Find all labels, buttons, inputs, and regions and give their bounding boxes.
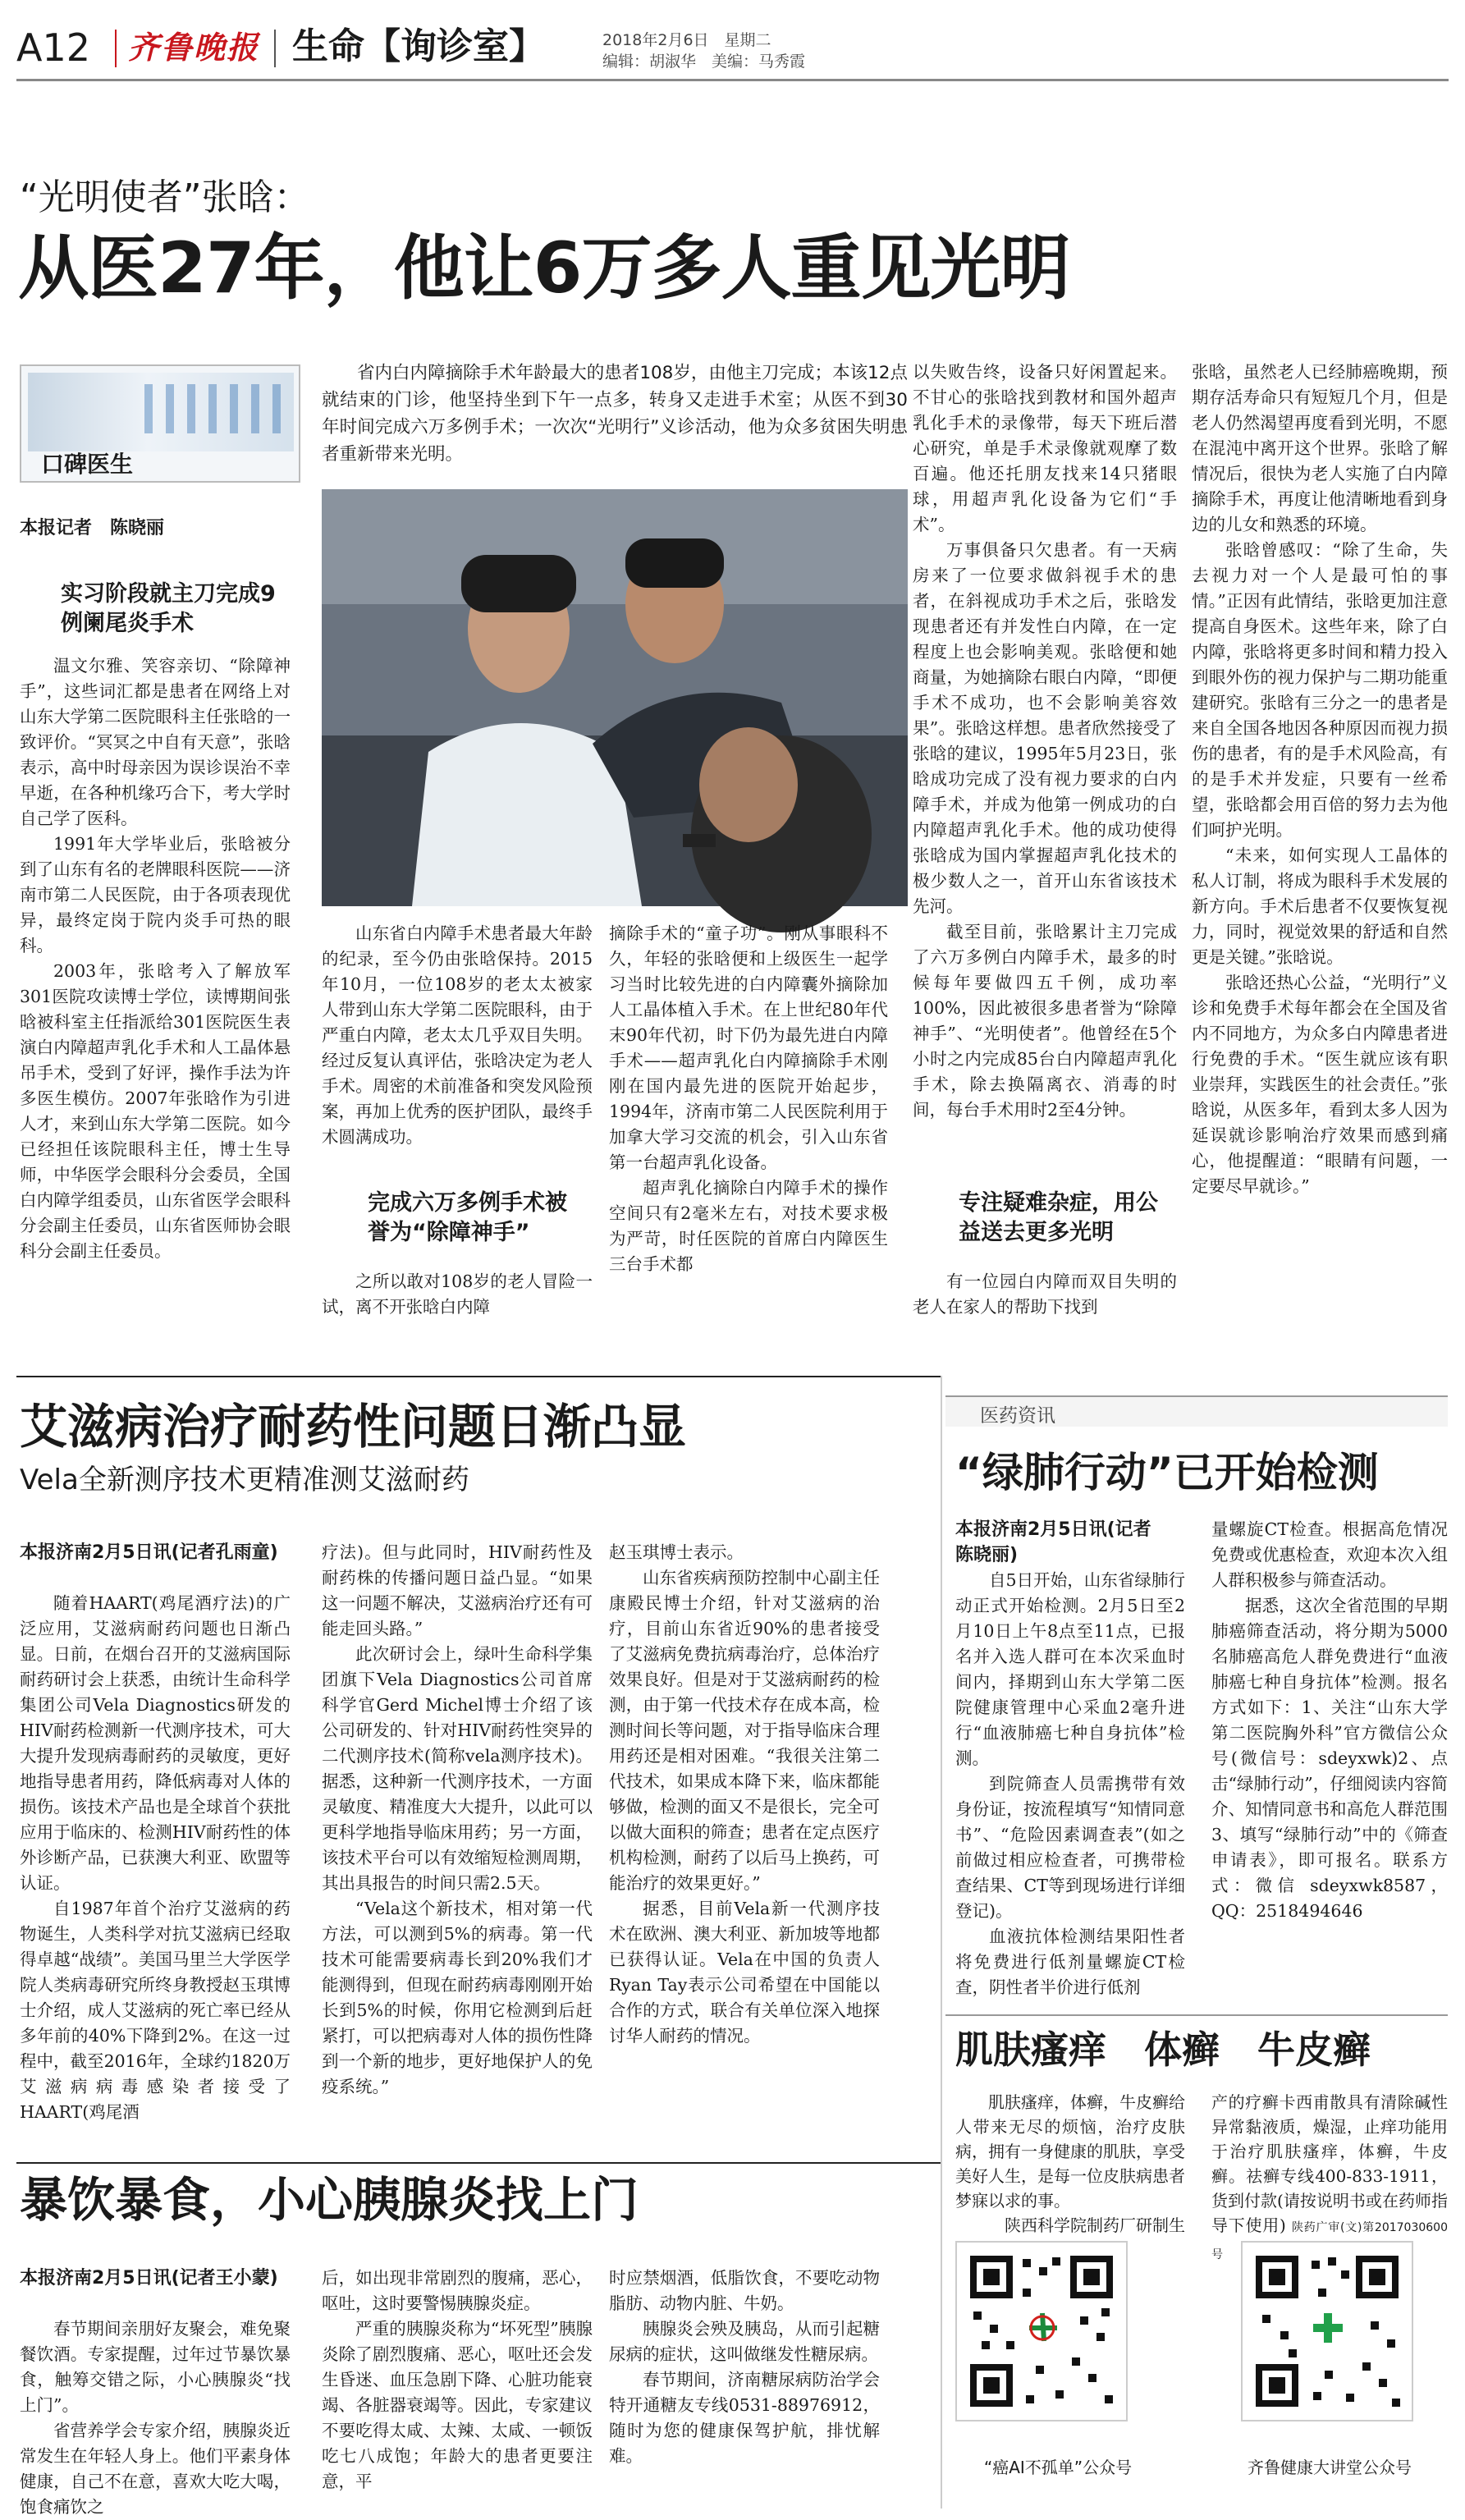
paragraph: 量螺旋CT检查。根据高危情况免费或优惠检查，欢迎本次入组人群积极参与筛查活动。 <box>1211 1519 1448 1590</box>
article1-photo <box>322 489 908 906</box>
article1-subhead-3: 专注疑难杂症，用公益送去更多光明 <box>959 1190 1158 1245</box>
paragraph: 时应禁烟酒，低脂饮食，不要吃动物脂肪、动物内脏、牛奶。 <box>609 2268 880 2313</box>
paragraph: 有一位园白内障而双目失明的老人在家人的帮助下找到 <box>913 1271 1177 1317</box>
article2-subtitle: Vela全新测序技术更精准测艾滋耐药 <box>20 1464 469 1496</box>
qr-icon <box>957 2243 1126 2420</box>
article2-col3 <box>609 1540 880 2165</box>
ad-headline: 肌肤瘙痒 体癣 牛皮癣 <box>955 2027 1371 2072</box>
article1-bottom-rule <box>16 1376 941 1377</box>
paragraph: 1991年大学毕业后，张晗被分到了山东有名的老牌眼科医院——济南市第二人民医院，由于各项表现优异，最终定岗于院内炎手可热的眼科。 <box>20 834 291 955</box>
qr-caption-1: “癌AI不孤单”公众号 <box>983 2458 1133 2477</box>
section-main: 生命 <box>292 25 364 67</box>
date-line: 2018年2月6日 星期二 <box>602 31 771 49</box>
qr-code-2[interactable] <box>1241 2241 1413 2421</box>
article3-col2 <box>322 2266 593 2505</box>
ad-top-rule <box>945 2014 1448 2016</box>
article1-subhead-2: 完成六万多例手术被誉为“除障神手” <box>368 1190 567 1245</box>
sidebar-divider <box>941 1376 942 2509</box>
section-sub: 【询诊室】 <box>364 25 545 67</box>
paragraph: 截至目前，张晗累计主刀完成了六万多例白内障手术，最多的时候每年要做四五千例，成功率100%，因此被很多患者誉为“除障神手”、“光明使者”。他曾经在5个小时之内完成85台白内障超声乳化手术，除去换隔离衣、消毒的时间，每台手术用时2至4分钟。 <box>913 922 1177 1120</box>
paragraph: 山东省疾病预防控制中心副主任康殿民博士介绍，针对艾滋病的治疗，目前山东省近90%的患者接受了艾滋病免费抗病毒治疗，总体治疗效果良好。但是对于艾滋病耐药的检测，由于第一代技术存在成本高，检测时间长等问题，对于指导临床合理用药还是相对困难。“我很关注第二代技术，如果成本降下来，临床都能够做，检测的面又不是很长，完全可以做大面积的筛查；患者在定点医疗机构检测，耐药了以后马上换药，可能治疗的效果更好。” <box>609 1568 880 1893</box>
section-label: 医药资讯 <box>980 1405 1055 1427</box>
section-title <box>292 23 545 71</box>
paragraph: 温文尔雅、笑容亲切、“除障神手”，这些词汇都是患者在网络上对山东大学第二医院眼科主任张晗的一致评价。“冥冥之中自有天意”，张晗表示，高中时母亲因为误诊误治不幸早逝，在各种机缘巧合下，考大学时自己学了医科。 <box>20 656 291 828</box>
paragraph: 张晗，虽然老人已经肺癌晚期，预期存活寿命只有短短几个月，但是老人仍然渴望再度看到光明，不愿在混沌中离开这个世界。张晗了解情况后，很快为老人实施了白内障摘除手术，再度让他清晰地看到身边的儿女和熟悉的环境。 <box>1192 362 1448 534</box>
article3-col3 <box>609 2266 880 2505</box>
paragraph: “未来，如何实现人工晶体的私人订制，将成为眼科手术发展的新方向。手术后患者不仅要恢复视力，同时，视觉效果的舒适和自然更是关键。”张晗说。 <box>1192 845 1448 967</box>
section-label-box <box>945 1395 1448 1427</box>
paragraph: 疗法)。但与此同时，HIV耐药性及耐药株的传播问题日益凸显。“如果这一问题不解决，艾滋病治疗还有可能走回头路。” <box>322 1542 593 1638</box>
paragraph: “Vela这个新技术，相对第一代方法，可以测到5%的病毒。第一代技术可能需要病毒长到20%我们才能测得到，但现在耐药病毒刚刚开始长到5%的时候，你用它检测到后赶紧打，可以把病毒对人体的损伤性降到一个新的地步，更好地保护人的免疫系统。” <box>322 1899 593 2096</box>
article4-headline: “绿肺行动”已开始检测 <box>955 1449 1379 1496</box>
paragraph: 春节期间，济南糖尿病防治学会特开通糖友专线0531-88976912，随时为您的健康保驾护航，排忧解难。 <box>609 2370 880 2466</box>
paragraph: 随着HAART(鸡尾酒疗法)的广泛应用，艾滋病耐药问题也日渐凸显。日前，在烟台召开的艾滋病国际耐药研讨会上获悉，由统计生命科学集团公司Vela Diagnostics研发的HIV耐药检测新一代测序技术，可大大提升发现病毒耐药的灵敏度，更好地指导患者用药，降低病毒对人体的损伤。该技术产品也是全球首个获批应用于临床的、检测HIV耐药性的体外诊断产品，已获澳大利亚、欧盟等认证。 <box>20 1593 291 1893</box>
article2-bottom-rule <box>16 2162 941 2164</box>
article2-headline: 艾滋病治疗耐药性问题日渐凸显 <box>20 1399 687 1455</box>
article3-headline: 暴饮暴食，小心胰腺炎找上门 <box>20 2172 639 2228</box>
doctor-exam-photo <box>322 489 908 906</box>
header-divider-2 <box>274 30 276 67</box>
paragraph: 摘除手术的“童子功”。刚从事眼科不久，年轻的张晗便和上级医生一起学习当时比较先进的白内障囊外摘除加人工晶体植入手术。在上世纪80年代末90年代初，时下仍为最先进白内障手术——超声乳化白内障摘除手术刚刚在国内最先进的医院开始起步，1994年，济南市第二人民医院利用于加拿大学习交流的机会，引入山东省第一台超声乳化设备。 <box>609 923 888 1172</box>
article1-col2b <box>322 1269 593 1359</box>
header-divider <box>115 30 117 67</box>
qr-code-1[interactable] <box>955 2241 1128 2421</box>
paragraph: 省营养学会专家介绍，胰腺炎近常发生在年轻人身上。他们平素身体健康，自己不在意，喜欢大吃大喝，饱食痛饮之 <box>20 2421 291 2517</box>
paragraph: 自5日开始，山东省绿肺行动正式开始检测。2月5日至2月10日上午8点至11点，已报名并入选人群可在本次采血时间内，择期到山东大学第二医院健康管理中心采血2毫升进行“血液肺癌七种自身抗体”检测。 <box>955 1570 1185 1768</box>
column-label: 口碑医生 <box>41 451 134 478</box>
paragraph: 山东省白内障手术患者最大年龄的纪录，至今仍由张晗保持。2015年10月，一位108岁的老太太被家人带到山东大学第二医院眼科，由于严重白内障，老太太几乎双目失明。经过反复认真评估，张晗决定为老人手术。周密的术前准备和突发风险预案，再加上优秀的医护团队，最终手术圆满成功。 <box>322 923 593 1147</box>
qr-icon <box>1243 2243 1412 2420</box>
paragraph: 以失败告终，设备只好闲置起来。不甘心的张晗找到教材和国外超声乳化手术的录像带，每天下班后潜心研究，单是手术录像就观摩了数百遍。他还托朋友找来14只猪眼球，用超声乳化设备为它们“手术”。 <box>913 362 1177 534</box>
article4-col2 <box>1211 1517 1448 2018</box>
article1-subhead-1: 实习阶段就主刀完成9例阑尾炎手术 <box>61 581 276 636</box>
paragraph: 2003年，张晗考入了解放军301医院攻读博士学位，读博期间张晗被科室主任指派给301医院医生表演白内障超声乳化手术和人工晶体悬吊手术，受到了好评，操作手法为许多医生模仿。2007年张晗作为引进人才，来到山东大学第二医院。如今已经担任该院眼科主任，博士生导师，中华医学会眼科分会委员，全国白内障学组委员，山东省医学会眼科分会副主任委员，山东省医师协会眼科分会副主任委员。 <box>20 961 291 1261</box>
paragraph: 张晗曾感叹：“除了生命，失去视力对一个人是最可怕的事情。”正因有此情结，张晗更加注意提高自身医术。这些年来，除了白内障，张晗将更多时间和精力投入到眼外伤的视力保护与二期功能重建研究。张晗有三分之一的患者是来自全国各地因各种原因而视力损伤的患者，有的是手术风险高，有的是手术并发症，只要有一丝希望，张晗都会用百倍的努力去为他们呵护光明。 <box>1192 540 1448 840</box>
paragraph: 严重的胰腺炎称为“坏死型”胰腺炎除了剧烈腹痛、恶心，呕吐还会发生昏迷、血压急剧下降、心脏功能衰竭、各脏器衰竭等。因此，专家建议不要吃得太咸、太辣、太咸、一顿饭吃七八成饱；年龄大的患者更要注意，平 <box>322 2319 593 2491</box>
paragraph: 据悉，这次全省范围的早期肺癌筛查活动，将分期为5000名肺癌高危人群免费进行“血液肺癌七种自身抗体”检测。报名方式如下：1、关注“山东大学第二医院胸外科”官方微信公众号(微信号：sdeyxwk)2、点击“绿肺行动”，仔细阅读内容简介、知情同意书和高危人群范围3、填写“绿肺行动”中的《筛查申请表》，即可报名。联系方式：微信 sdeyxwk8587，QQ：2518494646 <box>1211 1596 1448 1921</box>
ad-text-1: 肌肤瘙痒，体癣，牛皮癣给人带来无尽的烦恼，治疗皮肤病，拥有一身健康的肌肤，享受美好人生，是每一位皮肤病患者梦寐以求的事。 <box>955 2092 1185 2211</box>
editor-line: 编辑：胡淑华 美编：马秀霞 <box>602 53 806 71</box>
paragraph: 后，如出现非常剧烈的腹痛，恶心，呕吐，这时要警惕胰腺炎症。 <box>322 2268 593 2313</box>
article3-col1 <box>20 2316 291 2517</box>
paragraph: 万事俱备只欠患者。有一天病房来了一位要求做斜视手术的患者，在斜视成功手术之后，张晗发现患者还有并发性白内障，在一定程度上也会影响美观。张晗便和她商量，为她摘除右眼白内障，“即便手术不成功，也不会影响美容效果”。张晗这样想。患者欣然接受了张晗的建议，1995年5月23日，张晗成功完成了没有视力要求的白内障手术，并成为他第一例成功的白内障超声乳化手术。他的成功使得张晗成为国内掌握超声乳化技术的极少数人之一，首开山东省该技术先河。 <box>913 540 1177 916</box>
article1-byline <box>20 514 299 539</box>
page-number: A12 <box>16 25 91 70</box>
ad-license: 陕药广审(文)第2017030600号 <box>1211 2221 1448 2261</box>
article2-byline: 本报济南2月5日讯(记者孔雨童) <box>20 1542 278 1563</box>
paragraph: 到院筛查人员需携带有效身份证，按流程填写“知情同意书”、“危险因素调查表”(如之前做过相应检查者，可携带检查结果、CT等到现场进行详细登记)。 <box>955 1774 1185 1921</box>
article1-col1 <box>20 653 291 1359</box>
article1-col4 <box>913 360 1177 1189</box>
article1-headline: 从医27年，他让6万多人重见光明 <box>18 227 1070 309</box>
qr-caption-2: 齐鲁健康大讲堂公众号 <box>1248 2458 1412 2477</box>
article3-byline: 本报济南2月5日讯(记者王小蒙) <box>20 2268 278 2289</box>
ad-text-2: 产的疗癣卡西甫散具有清除碱性异常黏液质，燥湿，止痒功能用于治疗肌肤瘙痒，体癣，牛皮癣。祛癣专线400-833-1911，货到付款(请按说明书或在药师指导下使用) <box>1211 2092 1448 2235</box>
paragraph: 据悉，目前Vela新一代测序技术在欧洲、澳大利亚、新加坡等地都已获得认证。Vela在中国的负责人Ryan Tay表示公司希望在中国能以合作的方式，联合有关单位深入地探讨华人耐药的情况。 <box>609 1899 880 2046</box>
article1-col3 <box>609 921 888 1359</box>
article1-kicker: “光明使者”张晗： <box>20 176 310 218</box>
paragraph: 超声乳化摘除白内障手术的操作空间只有2毫米左右，对技术要求极为严苛，时任医院的首席白内障医生三台手术都 <box>609 1178 888 1274</box>
paragraph: 春节期间亲朋好友聚会，难免聚餐饮酒。专家提醒，过年过节暴饮暴食，触筹交错之际，小心胰腺炎“找上门”。 <box>20 2319 291 2415</box>
article1-col4b <box>913 1269 1177 1359</box>
article1-col2a <box>322 921 593 1175</box>
header-rule <box>16 79 1449 81</box>
article1-col5 <box>1192 360 1448 1359</box>
article1-lead: 省内白内障摘除手术年龄最大的患者108岁，由他主刀完成；本该12点就结束的门诊，他坚持坐到下午一点多，转身又走进手术室；从医不到30年时间完成六万多例手术；一次次“光明行”义诊活动，他为众多贫困失明患者重新带来光明。 <box>322 363 908 465</box>
paragraph: 自1987年首个治疗艾滋病的药物诞生，人类科学对抗艾滋病已经取得卓越“战绩”。美国马里兰大学医学院人类病毒研究所终身教授赵玉琪博士介绍，成人艾滋病的死亡率已经从多年前的40%下降到2%。在这一过程中，截至2016年，全球约1820万艾滋病病毒感染者接受了HAART(鸡尾酒 <box>20 1899 291 2122</box>
article2-col1 <box>20 1591 291 2165</box>
paragraph: 赵玉琪博士表示。 <box>609 1542 744 1562</box>
column-label-badge <box>20 364 300 483</box>
paragraph: 血液抗体检测结果阳性者将免费进行低剂量螺旋CT检查，阴性者半价进行低剂 <box>955 1927 1185 1997</box>
article4-byline: 本报济南2月5日讯(记者 陈晓丽) <box>955 1519 1170 1565</box>
paragraph: 胰腺炎会殃及胰岛，从而引起糖尿病的症状，这叫做继发性糖尿病。 <box>609 2319 880 2364</box>
article2-col2 <box>322 1540 593 2165</box>
paragraph: 此次研讨会上，绿叶生命科学集团旗下Vela Diagnostics公司首席科学官Gerd Michel博士介绍了该公司研发的、针对HIV耐药性突异的二代测序技术(简称vela测序技术)。据悉，这种新一代测序技术，一方面灵敏度、精准度大大提升，以此可以更科学地指导临床用药；另一方面，该技术平台可以有效缩短检测周期，其出具报告的时间只需2.5天。 <box>322 1644 593 1893</box>
article4-col1 <box>955 1568 1185 2018</box>
ad-sign: 陕西科学院制药厂研制生 <box>1005 2215 1185 2235</box>
paper-logo: 齐鲁晚报 <box>128 29 260 66</box>
paragraph: 张晗还热心公益，“光明行”义诊和免费手术每年都会在全国及省内不同地方，为众多白内障患者进行免费的手术。“医生就应该有职业崇拜，实践医生的社会责任。”张晗说，从医多年，看到太多人因为延误就诊影响治疗效果而感到痛心，他提醒道：“眼睛有问题，一定要尽早就诊。” <box>1192 973 1448 1196</box>
medical-icon-row <box>144 384 284 433</box>
byline-text: 本报记者 陈晓丽 <box>20 518 165 538</box>
paragraph: 之所以敢对108岁的老人冒险一试，离不开张晗白内障 <box>322 1271 593 1317</box>
ad-col1 <box>955 2090 1185 2238</box>
